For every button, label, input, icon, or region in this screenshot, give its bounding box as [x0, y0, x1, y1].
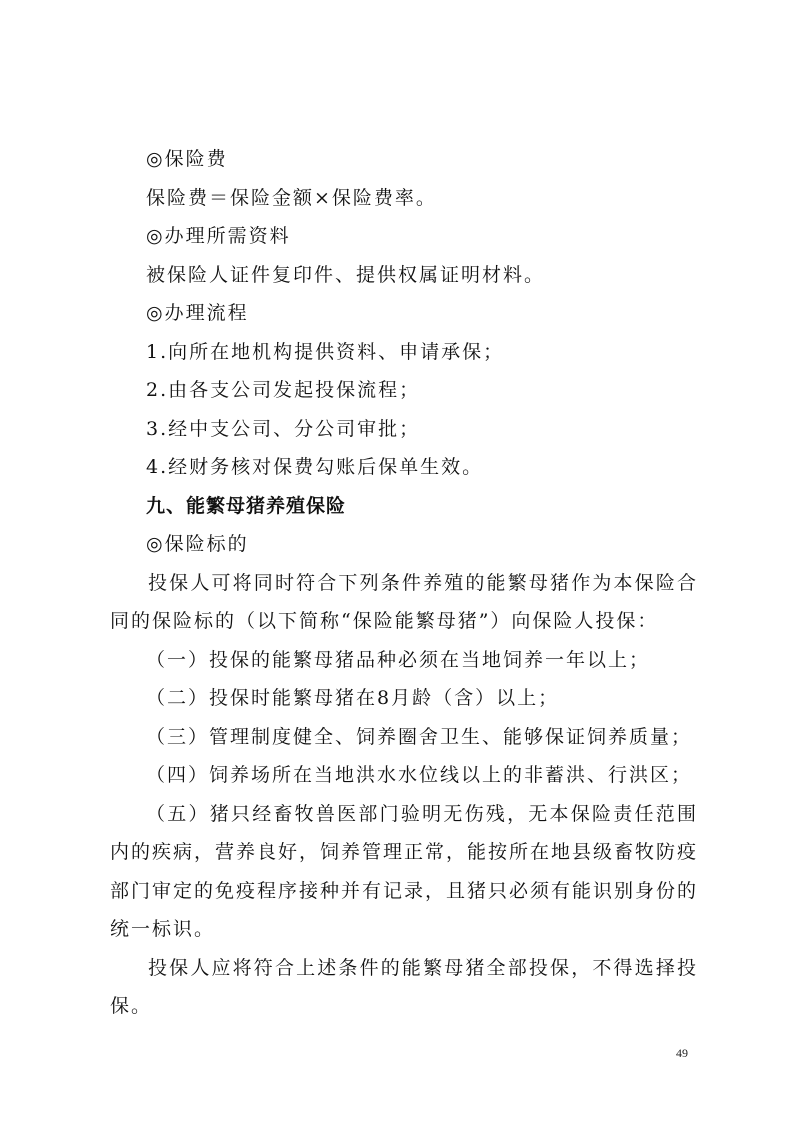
premium-title: ◎保险费 — [146, 148, 228, 170]
subject-title: ◎保险标的 — [146, 533, 249, 555]
closing-paragraph: 投保人应将符合上述条件的能繁母猪全部投保，不得选择投保。 — [110, 956, 698, 1017]
materials-text: 被保险人证件复印件、提供权属证明材料。 — [146, 263, 546, 286]
process-step: 3.经中支公司、分公司审批； — [146, 417, 421, 440]
condition-item: （二）投保时能繁母猪在8月龄（含）以上； — [146, 687, 560, 709]
process-title: ◎办理流程 — [146, 302, 249, 324]
section-heading: 九、能繁母猪养殖保险 — [146, 494, 347, 517]
condition-item: （一）投保的能繁母猪品种必须在当地饲养一年以上； — [146, 648, 651, 671]
condition-item: （四）饲养场所在当地洪水水位线以上的非蓄洪、行洪区； — [146, 764, 693, 786]
process-step: 1.向所在地机构提供资料、申请承保； — [146, 340, 505, 363]
process-step: 4.经财务核对保费勾账后保单生效。 — [146, 456, 484, 478]
page-content — [110, 140, 698, 1026]
subject-intro: 投保人可将同时符合下列条件养殖的能繁母猪作为本保险合同的保险标的（以下简称“保险能繁母猪”）向保险人投保： — [110, 571, 698, 632]
page-number: 49 — [676, 1046, 688, 1060]
materials-title: ◎办理所需资料 — [146, 225, 291, 247]
condition-item: （三）管理制度健全、饲养圈舍卫生、能够保证饲养质量； — [146, 725, 693, 748]
premium-formula: 保险费＝保险金额×保险费率。 — [146, 186, 437, 209]
condition-item: （五）猪只经畜牧兽医部门验明无伤残，无本保险责任范围内的疾病，营养良好，饲养管理正常，能按所在地县级畜牧防疫部门审定的免疫程序接种并有记录，且猪只必须有能识别身份的统一标识。 — [110, 802, 699, 940]
process-step: 2.由各支公司发起投保流程； — [146, 379, 421, 401]
